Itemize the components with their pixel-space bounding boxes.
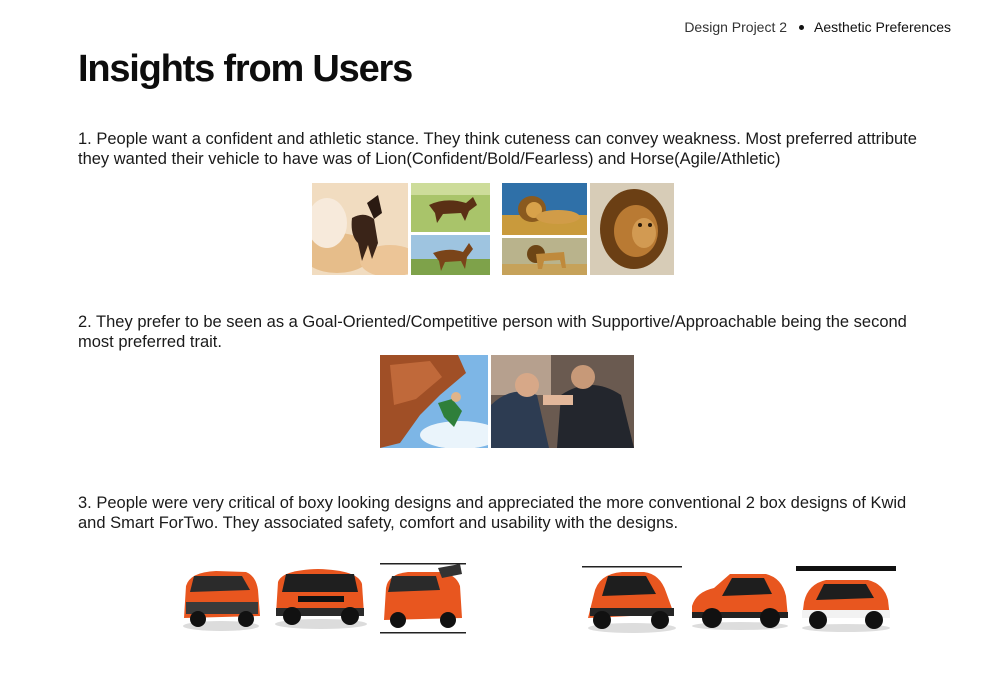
lion-standing-savanna-image (502, 238, 587, 275)
rock-climber-image (380, 355, 488, 448)
insight-2-text: 2. They prefer to be seen as a Goal-Oriented/Competitive person with Supportive/Approachable being the second most preferred trait. (78, 313, 907, 351)
arm-wrestling-image (491, 355, 634, 448)
breadcrumb-section: Aesthetic Preferences (814, 19, 951, 35)
boxy-concept-car-open-door-image (378, 562, 468, 635)
horse-trotting-image (411, 235, 490, 275)
smart-fortwo-side-image (686, 566, 794, 632)
horse-running-grass-image (411, 183, 490, 232)
horse-galloping-dust-image (312, 183, 408, 275)
insight-1-text: 1. People want a confident and athletic stance. They think cuteness can convey weakness. Most preferred attribute they wanted their vehicle to have was of Lion(Confident/Bold/Fearless) and Horse(Agile/Athletic) (78, 130, 917, 168)
breadcrumb (684, 19, 951, 35)
insight-3-text: 3. People were very critical of boxy looking designs and appreciated the more conventional 2 box designs of Kwid and Smart ForTwo. They associated safety, comfort and usability with the designs. (78, 494, 907, 532)
smart-fortwo-front-image (580, 564, 684, 634)
breadcrumb-project: Design Project 2 (684, 19, 788, 35)
page-title: Insights from Users (78, 48, 413, 90)
boxy-concept-car-front-image (176, 564, 265, 634)
lion-lying-grass-image (502, 183, 587, 235)
lion-portrait-image (590, 183, 674, 275)
smart-fortwo-rear-image (796, 566, 896, 634)
bullet-icon (799, 25, 804, 30)
boxy-concept-car-rear-image (268, 564, 374, 634)
